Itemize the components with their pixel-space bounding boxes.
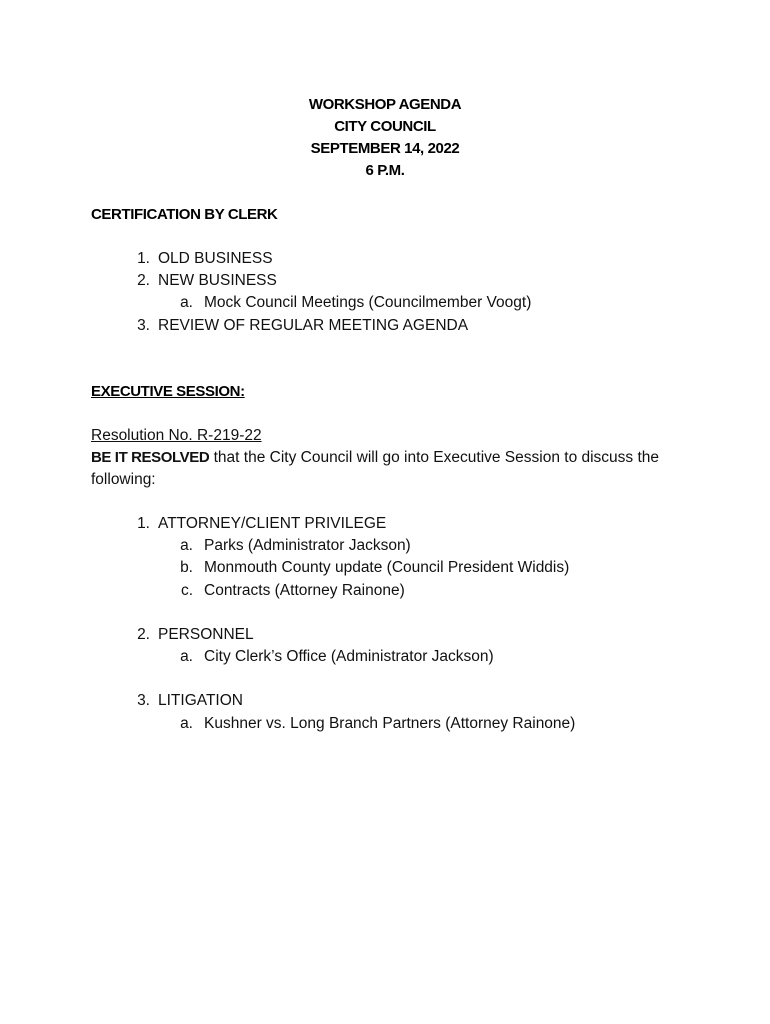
executive-item-personnel: PERSONNEL xyxy=(158,626,254,643)
header-title: WORKSHOP AGENDA xyxy=(308,96,462,113)
executive-item-attorney-client: ATTORNEY/CLIENT PRIVILEGE xyxy=(158,515,387,532)
certification-heading: CERTIFICATION BY CLERK xyxy=(91,206,278,223)
executive-subitem: Contracts (Attorney Rainone) xyxy=(204,582,405,599)
executive-subitem: Monmouth County update (Council President Widdis) xyxy=(204,559,570,576)
executive-item-number: 3. xyxy=(137,692,150,709)
header-body: CITY COUNCIL xyxy=(334,118,436,135)
agenda-subitem-mock-meetings: Mock Council Meetings (Councilmember Voogt) xyxy=(204,294,532,311)
agenda-item-number: 2. xyxy=(137,272,150,289)
executive-session-heading: EXECUTIVE SESSION: xyxy=(91,383,245,400)
resolution-paragraph xyxy=(91,447,671,491)
agenda-item-number: 3. xyxy=(137,317,150,334)
header-date: SEPTEMBER 14, 2022 xyxy=(310,140,460,157)
agenda-item-new-business: NEW BUSINESS xyxy=(158,272,277,289)
resolved-body-text: that the City Council will go into Executive Session to discuss the following: xyxy=(91,449,660,488)
executive-subitem-letter: a. xyxy=(180,648,193,665)
executive-item-number: 2. xyxy=(137,626,150,643)
executive-subitem-letter: c. xyxy=(180,582,193,599)
executive-subitem-letter: a. xyxy=(180,715,193,732)
agenda-item-old-business: OLD BUSINESS xyxy=(158,250,273,267)
resolution-number: Resolution No. R-219-22 xyxy=(91,427,262,444)
header-time: 6 P.M. xyxy=(365,162,405,179)
agenda-item-number: 1. xyxy=(137,250,150,267)
executive-item-number: 1. xyxy=(137,515,150,532)
document-header xyxy=(0,94,770,182)
executive-item-litigation: LITIGATION xyxy=(158,692,243,709)
resolved-bold-text: BE IT RESOLVED xyxy=(91,449,210,466)
executive-subitem: Kushner vs. Long Branch Partners (Attorney Rainone) xyxy=(204,715,576,732)
executive-subitem-letter: b. xyxy=(180,559,193,576)
executive-subitem-letter: a. xyxy=(180,537,193,554)
agenda-subitem-letter: a. xyxy=(180,294,193,311)
executive-subitem: Parks (Administrator Jackson) xyxy=(204,537,411,554)
agenda-item-review: REVIEW OF REGULAR MEETING AGENDA xyxy=(158,317,469,334)
executive-subitem: City Clerk’s Office (Administrator Jackson) xyxy=(204,648,494,665)
